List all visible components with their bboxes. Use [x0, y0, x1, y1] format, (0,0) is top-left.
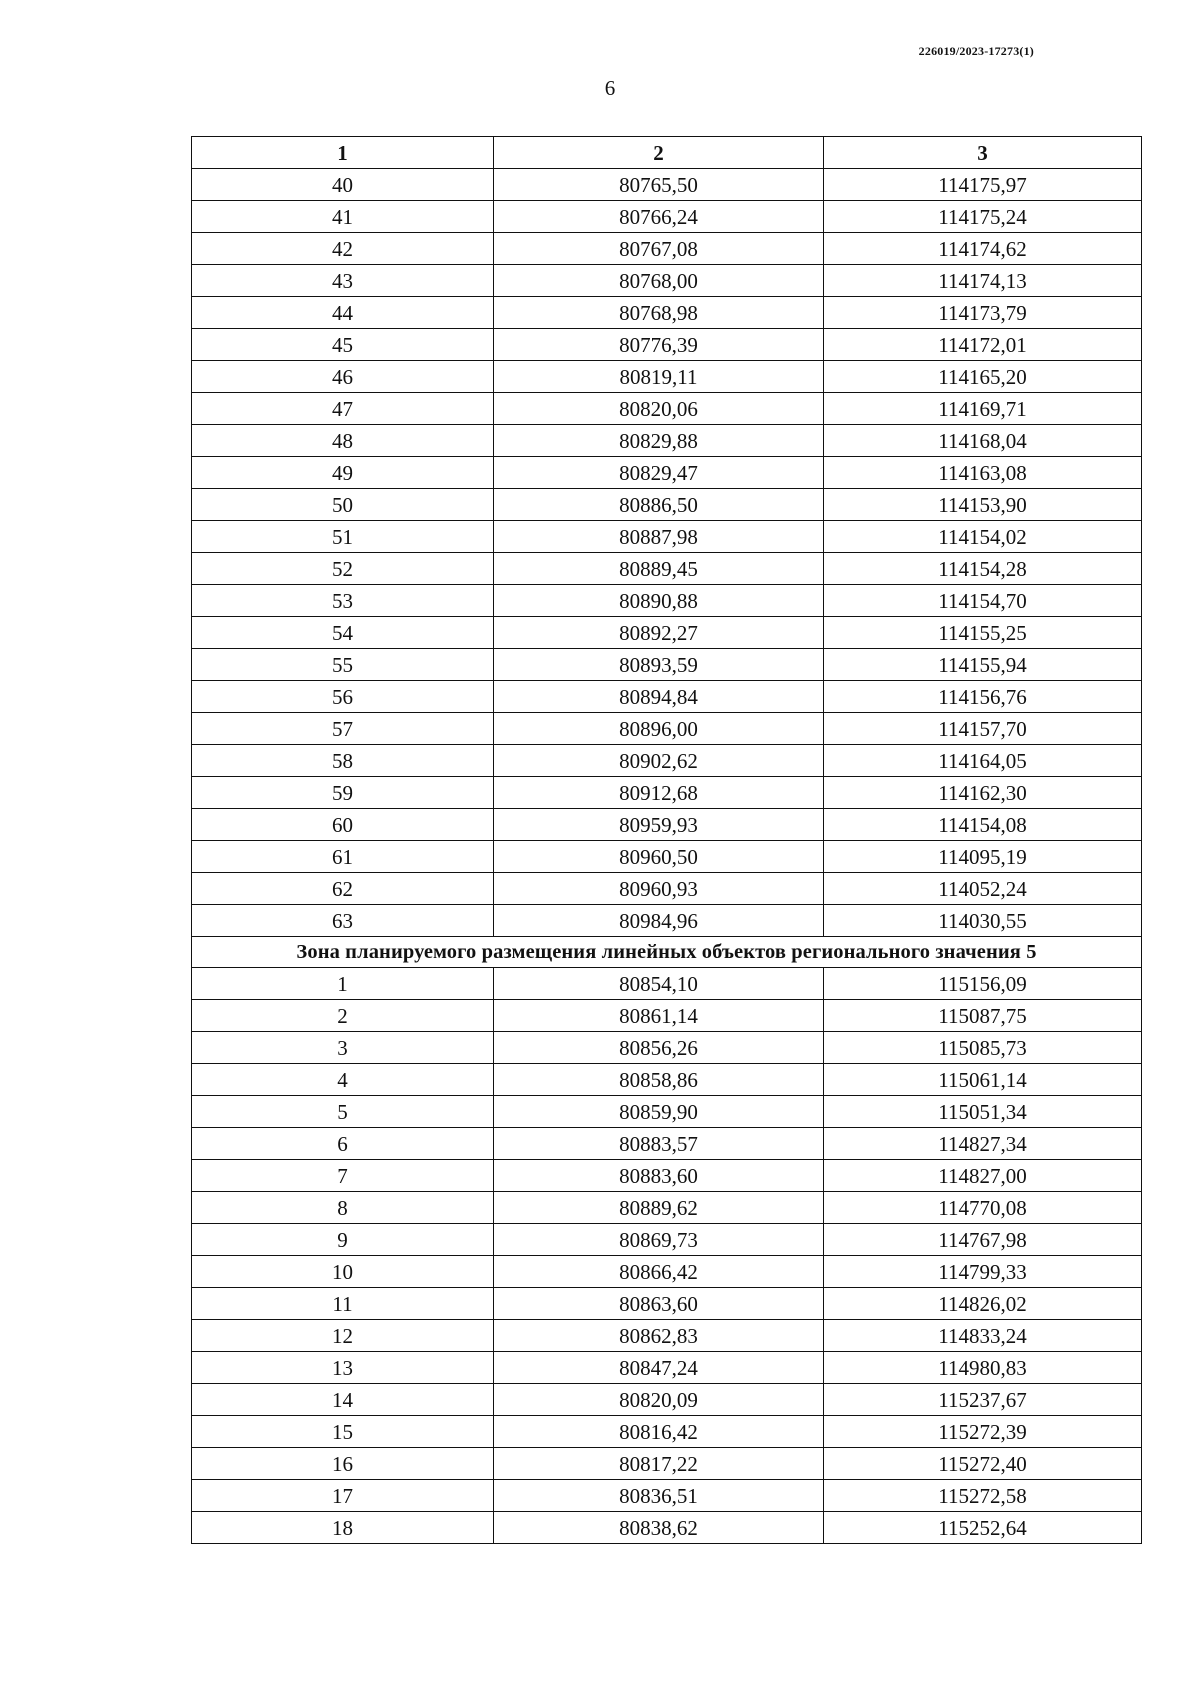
x-coordinate-cell: 80869,73 — [494, 1224, 824, 1256]
point-number-cell: 6 — [192, 1128, 494, 1160]
x-coordinate-cell: 80960,50 — [494, 841, 824, 873]
table-row — [192, 745, 1142, 777]
point-number-cell: 12 — [192, 1320, 494, 1352]
point-number-cell: 16 — [192, 1448, 494, 1480]
x-coordinate-cell: 80817,22 — [494, 1448, 824, 1480]
point-number-cell: 10 — [192, 1256, 494, 1288]
point-number-cell: 50 — [192, 489, 494, 521]
x-coordinate-cell: 80768,98 — [494, 297, 824, 329]
table-row — [192, 233, 1142, 265]
y-coordinate-cell: 114155,94 — [824, 649, 1142, 681]
x-coordinate-cell: 80883,57 — [494, 1128, 824, 1160]
table-row — [192, 1256, 1142, 1288]
point-number-cell: 43 — [192, 265, 494, 297]
table-row — [192, 201, 1142, 233]
x-coordinate-cell: 80820,09 — [494, 1384, 824, 1416]
point-number-cell: 15 — [192, 1416, 494, 1448]
column-header-x: 2 — [494, 137, 824, 169]
table-row — [192, 521, 1142, 553]
y-coordinate-cell: 114175,24 — [824, 201, 1142, 233]
table-row — [192, 649, 1142, 681]
y-coordinate-cell: 114168,04 — [824, 425, 1142, 457]
y-coordinate-cell: 114172,01 — [824, 329, 1142, 361]
column-header-y: 3 — [824, 137, 1142, 169]
y-coordinate-cell: 114833,24 — [824, 1320, 1142, 1352]
x-coordinate-cell: 80896,00 — [494, 713, 824, 745]
y-coordinate-cell: 114156,76 — [824, 681, 1142, 713]
point-number-cell: 49 — [192, 457, 494, 489]
x-coordinate-cell: 80859,90 — [494, 1096, 824, 1128]
point-number-cell: 63 — [192, 905, 494, 937]
table-row — [192, 1192, 1142, 1224]
point-number-cell: 62 — [192, 873, 494, 905]
table-row — [192, 1160, 1142, 1192]
table-row — [192, 713, 1142, 745]
x-coordinate-cell: 80768,00 — [494, 265, 824, 297]
y-coordinate-cell: 115085,73 — [824, 1032, 1142, 1064]
document-reference-number: 226019/2023-17273(1) — [918, 44, 1034, 58]
table-row — [192, 968, 1142, 1000]
page-number: 6 — [604, 76, 616, 100]
table-row — [192, 905, 1142, 937]
table-row — [192, 361, 1142, 393]
x-coordinate-cell: 80766,24 — [494, 201, 824, 233]
point-number-cell: 47 — [192, 393, 494, 425]
table-row — [192, 553, 1142, 585]
y-coordinate-cell: 115237,67 — [824, 1384, 1142, 1416]
section-row — [192, 937, 1142, 968]
table-body-part2 — [192, 968, 1142, 1544]
x-coordinate-cell: 80765,50 — [494, 169, 824, 201]
y-coordinate-cell: 114154,02 — [824, 521, 1142, 553]
point-number-cell: 42 — [192, 233, 494, 265]
table-row — [192, 1096, 1142, 1128]
table-row — [192, 457, 1142, 489]
table-row — [192, 1128, 1142, 1160]
table-section — [192, 937, 1142, 968]
table-row — [192, 297, 1142, 329]
x-coordinate-cell: 80862,83 — [494, 1320, 824, 1352]
y-coordinate-cell: 114155,25 — [824, 617, 1142, 649]
x-coordinate-cell: 80886,50 — [494, 489, 824, 521]
y-coordinate-cell: 114163,08 — [824, 457, 1142, 489]
x-coordinate-cell: 80767,08 — [494, 233, 824, 265]
point-number-cell: 61 — [192, 841, 494, 873]
point-number-cell: 5 — [192, 1096, 494, 1128]
y-coordinate-cell: 115252,64 — [824, 1512, 1142, 1544]
point-number-cell: 55 — [192, 649, 494, 681]
y-coordinate-cell: 114770,08 — [824, 1192, 1142, 1224]
x-coordinate-cell: 80819,11 — [494, 361, 824, 393]
table-row — [192, 169, 1142, 201]
point-number-cell: 57 — [192, 713, 494, 745]
table-row — [192, 617, 1142, 649]
table-row — [192, 1416, 1142, 1448]
point-number-cell: 59 — [192, 777, 494, 809]
y-coordinate-cell: 114154,28 — [824, 553, 1142, 585]
point-number-cell: 41 — [192, 201, 494, 233]
coordinates-table — [191, 136, 1142, 1544]
x-coordinate-cell: 80912,68 — [494, 777, 824, 809]
y-coordinate-cell: 114169,71 — [824, 393, 1142, 425]
point-number-cell: 46 — [192, 361, 494, 393]
point-number-cell: 54 — [192, 617, 494, 649]
x-coordinate-cell: 80858,86 — [494, 1064, 824, 1096]
point-number-cell: 48 — [192, 425, 494, 457]
point-number-cell: 13 — [192, 1352, 494, 1384]
y-coordinate-cell: 115272,40 — [824, 1448, 1142, 1480]
y-coordinate-cell: 114799,33 — [824, 1256, 1142, 1288]
x-coordinate-cell: 80902,62 — [494, 745, 824, 777]
y-coordinate-cell: 114980,83 — [824, 1352, 1142, 1384]
point-number-cell: 8 — [192, 1192, 494, 1224]
point-number-cell: 44 — [192, 297, 494, 329]
table-row — [192, 809, 1142, 841]
x-coordinate-cell: 80856,26 — [494, 1032, 824, 1064]
point-number-cell: 1 — [192, 968, 494, 1000]
x-coordinate-cell: 80984,96 — [494, 905, 824, 937]
x-coordinate-cell: 80829,47 — [494, 457, 824, 489]
table-row — [192, 873, 1142, 905]
x-coordinate-cell: 80836,51 — [494, 1480, 824, 1512]
y-coordinate-cell: 114030,55 — [824, 905, 1142, 937]
y-coordinate-cell: 114175,97 — [824, 169, 1142, 201]
table-row — [192, 1384, 1142, 1416]
point-number-cell: 7 — [192, 1160, 494, 1192]
point-number-cell: 2 — [192, 1000, 494, 1032]
x-coordinate-cell: 80829,88 — [494, 425, 824, 457]
table-row — [192, 1000, 1142, 1032]
y-coordinate-cell: 115051,34 — [824, 1096, 1142, 1128]
table-row — [192, 1352, 1142, 1384]
x-coordinate-cell: 80960,93 — [494, 873, 824, 905]
x-coordinate-cell: 80887,98 — [494, 521, 824, 553]
x-coordinate-cell: 80892,27 — [494, 617, 824, 649]
point-number-cell: 9 — [192, 1224, 494, 1256]
y-coordinate-cell: 115272,58 — [824, 1480, 1142, 1512]
section-title: Зона планируемого размещения линейных объектов регионального значения 5 — [192, 937, 1142, 968]
y-coordinate-cell: 114052,24 — [824, 873, 1142, 905]
table-row — [192, 1064, 1142, 1096]
y-coordinate-cell: 114165,20 — [824, 361, 1142, 393]
x-coordinate-cell: 80883,60 — [494, 1160, 824, 1192]
y-coordinate-cell: 114157,70 — [824, 713, 1142, 745]
y-coordinate-cell: 114095,19 — [824, 841, 1142, 873]
x-coordinate-cell: 80894,84 — [494, 681, 824, 713]
table-row — [192, 1320, 1142, 1352]
x-coordinate-cell: 80847,24 — [494, 1352, 824, 1384]
point-number-cell: 60 — [192, 809, 494, 841]
x-coordinate-cell: 80866,42 — [494, 1256, 824, 1288]
x-coordinate-cell: 80861,14 — [494, 1000, 824, 1032]
table-row — [192, 1224, 1142, 1256]
y-coordinate-cell: 114164,05 — [824, 745, 1142, 777]
table-row — [192, 329, 1142, 361]
point-number-cell: 52 — [192, 553, 494, 585]
point-number-cell: 40 — [192, 169, 494, 201]
table-row — [192, 1032, 1142, 1064]
y-coordinate-cell: 114173,79 — [824, 297, 1142, 329]
y-coordinate-cell: 115156,09 — [824, 968, 1142, 1000]
table-body-part1 — [192, 169, 1142, 937]
x-coordinate-cell: 80889,62 — [494, 1192, 824, 1224]
table-row — [192, 585, 1142, 617]
x-coordinate-cell: 80776,39 — [494, 329, 824, 361]
x-coordinate-cell: 80854,10 — [494, 968, 824, 1000]
y-coordinate-cell: 114154,08 — [824, 809, 1142, 841]
y-coordinate-cell: 114826,02 — [824, 1288, 1142, 1320]
y-coordinate-cell: 115087,75 — [824, 1000, 1142, 1032]
point-number-cell: 3 — [192, 1032, 494, 1064]
y-coordinate-cell: 114153,90 — [824, 489, 1142, 521]
point-number-cell: 11 — [192, 1288, 494, 1320]
table-row — [192, 265, 1142, 297]
y-coordinate-cell: 114174,62 — [824, 233, 1142, 265]
table-header-row — [192, 137, 1142, 169]
x-coordinate-cell: 80816,42 — [494, 1416, 824, 1448]
table-row — [192, 1448, 1142, 1480]
y-coordinate-cell: 114827,00 — [824, 1160, 1142, 1192]
table-row — [192, 841, 1142, 873]
y-coordinate-cell: 114154,70 — [824, 585, 1142, 617]
point-number-cell: 53 — [192, 585, 494, 617]
point-number-cell: 17 — [192, 1480, 494, 1512]
y-coordinate-cell: 114174,13 — [824, 265, 1142, 297]
y-coordinate-cell: 115061,14 — [824, 1064, 1142, 1096]
x-coordinate-cell: 80959,93 — [494, 809, 824, 841]
point-number-cell: 18 — [192, 1512, 494, 1544]
table-row — [192, 393, 1142, 425]
x-coordinate-cell: 80838,62 — [494, 1512, 824, 1544]
x-coordinate-cell: 80863,60 — [494, 1288, 824, 1320]
point-number-cell: 51 — [192, 521, 494, 553]
y-coordinate-cell: 114827,34 — [824, 1128, 1142, 1160]
column-header-point-number: 1 — [192, 137, 494, 169]
table-row — [192, 777, 1142, 809]
point-number-cell: 14 — [192, 1384, 494, 1416]
table-row — [192, 1288, 1142, 1320]
y-coordinate-cell: 114767,98 — [824, 1224, 1142, 1256]
table-row — [192, 489, 1142, 521]
point-number-cell: 56 — [192, 681, 494, 713]
point-number-cell: 58 — [192, 745, 494, 777]
point-number-cell: 45 — [192, 329, 494, 361]
x-coordinate-cell: 80893,59 — [494, 649, 824, 681]
y-coordinate-cell: 114162,30 — [824, 777, 1142, 809]
table-row — [192, 1512, 1142, 1544]
x-coordinate-cell: 80890,88 — [494, 585, 824, 617]
table-row — [192, 681, 1142, 713]
point-number-cell: 4 — [192, 1064, 494, 1096]
y-coordinate-cell: 115272,39 — [824, 1416, 1142, 1448]
x-coordinate-cell: 80889,45 — [494, 553, 824, 585]
x-coordinate-cell: 80820,06 — [494, 393, 824, 425]
table-row — [192, 1480, 1142, 1512]
table-row — [192, 425, 1142, 457]
